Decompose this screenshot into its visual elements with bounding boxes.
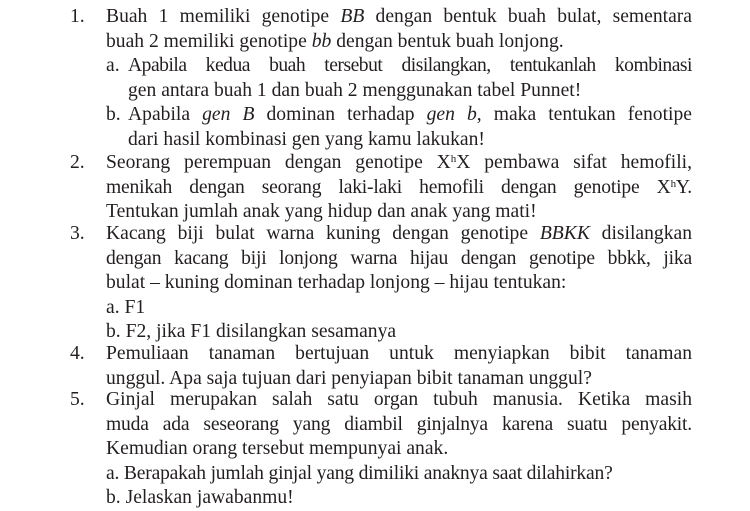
- sub-text: Apabila gen B dominan terhadap gen b, maka tentukan fenotipe dari hasil kombinasi gen yang kamu lakukan!: [128, 104, 692, 150]
- sub-question-b: b. F2, jika F1 disilangkan sesamanya: [106, 321, 397, 343]
- text-line: Ginjal merupakan salah satu organ tubuh manusia. Ketika masih: [106, 389, 692, 410]
- text-line: Seorang perempuan dengan genotipe $X^hX$ pembawa sifat hemofili,: [106, 152, 692, 173]
- text-line: Tentukan jumlah anak yang hidup dan anak yang mati!: [106, 201, 537, 223]
- text-line: dengan kacang biji lonjong warna hijau dengan genotipe bbkk, jika: [106, 247, 692, 269]
- sub-question-b: b. Jelaskan jawabanmu!: [106, 487, 294, 509]
- question-text: [106, 388, 692, 511]
- question-number: 3.: [70, 223, 85, 244]
- sub-label: a.: [106, 55, 120, 76]
- sub-label: b.: [106, 104, 121, 125]
- question-number: 5.: [70, 389, 85, 410]
- question-text: [106, 222, 692, 345]
- text-line: Buah 1 memiliki genotipe BB dengan bentuk buah bulat, sementara: [106, 6, 693, 27]
- question-number: 1.: [70, 6, 85, 27]
- text-line: Pemuliaan tanaman bertujuan untuk menyiapkan bibit tanaman: [106, 343, 692, 364]
- text-line: menikah dengan seorang laki-laki hemofili dengan genotipe $X^hY$.: [106, 176, 692, 198]
- text-line: Kacang biji bulat warna kuning dengan genotipe BBKK disilangkan: [106, 223, 693, 244]
- sub-text: Apabila kedua buah tersebut disilangkan, tentukanlah kombinasi gen antara buah 1 dan buah 2 menggunakan tabel Punnet!: [128, 55, 692, 101]
- question-text: [106, 151, 692, 225]
- text-line: buah 2 memiliki genotipe bb dengan bentuk buah lonjong.: [106, 30, 564, 52]
- question-number: 4.: [70, 343, 85, 364]
- question-text: [106, 342, 692, 391]
- text-line: unggul. Apa saja tujuan dari penyiapan bibit tanaman unggul?: [106, 367, 592, 389]
- question-number: 2.: [70, 152, 85, 173]
- text-line: Kemudian orang tersebut mempunyai anak.: [106, 438, 449, 460]
- text-line: muda ada seseorang yang diambil ginjalnya karena suatu penyakit.: [106, 413, 692, 435]
- text-line: bulat – kuning dominan terhadap lonjong – hijau tentukan:: [106, 272, 567, 294]
- sub-question-a: a. F1: [106, 296, 146, 318]
- question-text: [106, 5, 692, 54]
- sub-question-a: a. Berapakah jumlah ginjal yang dimiliki anaknya saat dilahirkan?: [106, 462, 613, 484]
